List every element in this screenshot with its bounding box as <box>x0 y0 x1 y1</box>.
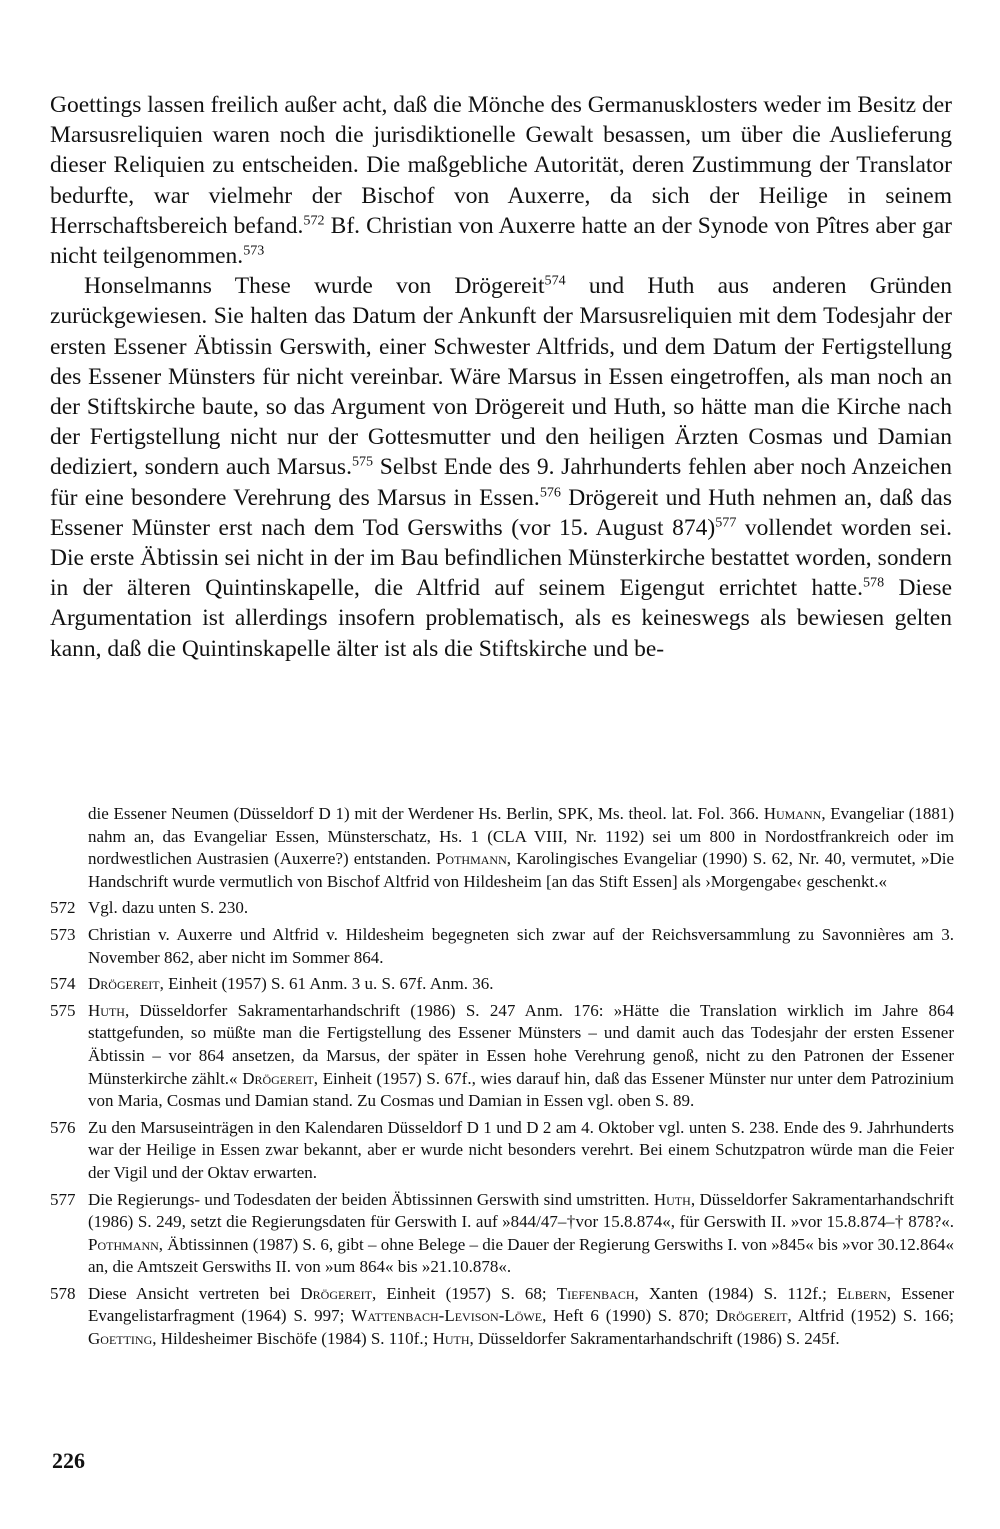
author-name: Tiefenbach <box>556 1283 635 1303</box>
footnote-ref-577[interactable]: 577 <box>715 514 737 531</box>
author-name: Drögereit <box>242 1068 314 1088</box>
footnote-576 <box>50 1117 954 1185</box>
footnotes <box>50 803 954 1355</box>
footnote-ref-578[interactable]: 578 <box>863 574 885 591</box>
author-name: Huth <box>88 1000 125 1020</box>
footnote-number: 575 <box>50 1000 76 1020</box>
author-name: Goetting <box>88 1329 153 1349</box>
footnote-number: 574 <box>50 974 76 994</box>
footnote-575 <box>50 1000 954 1113</box>
author-name: Huth <box>653 1189 691 1209</box>
footnote-text: Drögereit, Einheit (1957) S. 61 Anm. 3 u. S. 67f. Anm. 36. <box>88 974 494 994</box>
author-name: Huth <box>432 1329 470 1349</box>
footnote-text: Zu den Marsuseinträgen in den Kalendaren Düsseldorf D 1 und D 2 am 4. Oktober vgl. unten S. 238. Ende des 9. Jahrhunderts war der Heilige in Essen zwar bekannt, aber er wurde nicht besonders verehrt. Bei einem Schutzpatron würde man die Feier der Vigil und der Oktav erwarten. <box>88 1117 954 1182</box>
footnote-ref-574[interactable]: 574 <box>544 272 566 289</box>
footnote-text: Huth, Düsseldorfer Sakramentarhandschrift (1986) S. 247 Anm. 176: »Hätte die Translation wirklich im Jahre 864 stattgefunden, so müßte man die Fertigstellung des Essener Münsters – und damit auch das Todesjahr der ersten Essener Äbtissin – vor 864 ansetzen, da Marsus, der später in Essen hohe Verehrung genoß, nicht zu den Patronen der Essener Münsterkirche zählt.« Drögereit, Einheit (1957) S. 67f., wies darauf hin, daß das Essener Münster nur unter dem Patrozinium von Maria, Cosmas und Damian stand. Zu Cosmas und Damian in Essen vgl. oben S. 89. <box>88 1000 954 1111</box>
footnote-number: 576 <box>50 1117 76 1137</box>
author-name: Pothmann <box>88 1234 159 1254</box>
author-name: Pothmann <box>435 849 507 869</box>
footnote-573 <box>50 924 954 969</box>
footnote-578 <box>50 1283 954 1351</box>
author-name: Drögereit <box>715 1306 788 1326</box>
author-name: Drögereit <box>88 974 160 994</box>
footnote-text: Vgl. dazu unten S. 230. <box>88 898 249 918</box>
author-name: Wattenbach-Levison-Löwe <box>351 1306 543 1326</box>
footnote-574 <box>50 973 954 996</box>
main-text <box>50 90 952 664</box>
footnote-text: Die Regierungs- und Todesdaten der beiden Äbtissinnen Gerswith sind umstritten. Huth, Düsseldorfer Sakramentarhandschrift (1986) S. 249, setzt die Regierungsdaten für Gerswith I. auf »844/47–†vor 15.8.874«, für Gerswith II. »vor 15.8.874–† 878?«. Pothmann, Äbtissinnen (1987) S. 6, gibt – ohne Belege – die Dauer der Regierung Gerswiths I. von »845« bis »vor 30.12.864« an, die Amtszeit Gerswiths II. von »um 864« bis »21.10.878«. <box>88 1189 954 1277</box>
footnote-number: 578 <box>50 1283 76 1303</box>
footnote-continuation: die Essener Neumen (Düsseldorf D 1) mit der Werdener Hs. Berlin, SPK, Ms. theol. lat. Fol. 366. Humann, Evangeliar (1881) nahm an, das Evangeliar Essen, Münsterschatz, Hs. 1 (CLA VIII, Nr. 1192) sei um 800 in Nordostfrankreich oder im nordwestlichen Austrasien (Auxerre?) entstanden. Pothmann, Karolingisches Evangeliar (1990) S. 62, Nr. 40, vermutet, »Die Handschrift wurde vermutlich von Bischof Altfrid von Hildesheim [an das Stift Essen] als ›Morgengabe‹ geschenkt.« <box>88 804 954 891</box>
footnote-ref-575[interactable]: 575 <box>351 453 374 470</box>
footnote-572 <box>50 897 954 920</box>
footnote-number: 577 <box>50 1189 76 1209</box>
footnote-577 <box>50 1189 954 1279</box>
footnote-ref-572[interactable]: 572 <box>303 212 325 229</box>
author-name: Elbern <box>837 1283 887 1303</box>
author-name: Humann <box>763 804 822 823</box>
paragraph-2: Honselmanns These wurde von Drögereit$^{574}$ und Huth aus anderen Gründen zurückgewiesen. Sie halten das Datum der Ankunft der Marsusreliquien mit dem Todesjahr der ersten Essener Äbtissin Gerswith, einer Schwester Altfrids, und dem Datum der Fertigstellung des Essener Münsters für nicht vereinbar. Wäre Marsus in Essen eingetroffen, als man noch an der Stiftskirche baute, so das Argument von Drögereit und Huth, so hätte man die Kirche nach der Fertigstellung nicht nur der Gottesmutter und den heiligen Ärzten Cosmas und Damian dediziert, sondern auch Marsus.$^{575}$ Selbst Ende des 9. Jahrhunderts fehlen aber noch Anzeichen für eine besondere Verehrung des Marsus in Essen.$^{576}$ Drögereit und Huth nehmen an, daß das Essener Münster erst nach dem Tod Gerswiths (vor 15. August 874)$^{577}$ vollendet worden sei. Die erste Äbtissin sei nicht in der im Bau befindlichen Münsterkirche bestattet worden, sondern in der älteren Quintinskapelle, die Altfrid auf seinem Eigengut errichtet hatte.$^{578}$ Diese Argumentation ist allerdings insofern problematisch, als es keineswegs als bewiesen gelten kann, daß die Quintinskapelle älter ist als die Stiftskirche und be- <box>50 272 952 662</box>
footnote-ref-576[interactable]: 576 <box>539 484 561 501</box>
footnote-number: 572 <box>50 898 76 918</box>
footnote-number: 573 <box>50 924 76 944</box>
footnote-text: Christian v. Auxerre und Altfrid v. Hildesheim begegneten sich zwar auf der Reichsversammlung zu Savonnières am 3. November 862, aber nicht im Sommer 864. <box>88 924 954 967</box>
footnote-text: Diese Ansicht vertreten bei Drögereit, Einheit (1957) S. 68; Tiefenbach, Xanten (1984) S. 112f.; Elbern, Essener Evangelistarfragment (1964) S. 997; Wattenbach-Levison-Löwe, Heft 6 (1990) S. 870; Drögereit, Altfrid (1952) S. 166; Goetting, Hildesheimer Bischöfe (1984) S. 110f.; Huth, Düsseldorfer Sakramentarhandschrift (1986) S. 245f. <box>88 1283 955 1349</box>
footnote-ref-573[interactable]: 573 <box>243 242 265 259</box>
paragraph-1: Goettings lassen freilich außer acht, daß die Mönche des Germanusklosters weder im Besitz der Marsusreliquien waren noch die jurisdiktionelle Gewalt besassen, um über die Auslieferung dieser Reliquien zu entscheiden. Die maßgebliche Autorität, deren Zustimmung der Translator bedurfte, war vielmehr der Bischof von Auxerre, da sich der Heilige in seinem Herrschaftsbereich befand.$^{572}$ Bf. Christian von Auxerre hatte an der Synode von Pîtres aber gar nicht teilgenommen.$^{573}$ <box>50 92 952 270</box>
page-number: 226 <box>52 1448 85 1473</box>
author-name: Drögereit <box>300 1283 372 1303</box>
